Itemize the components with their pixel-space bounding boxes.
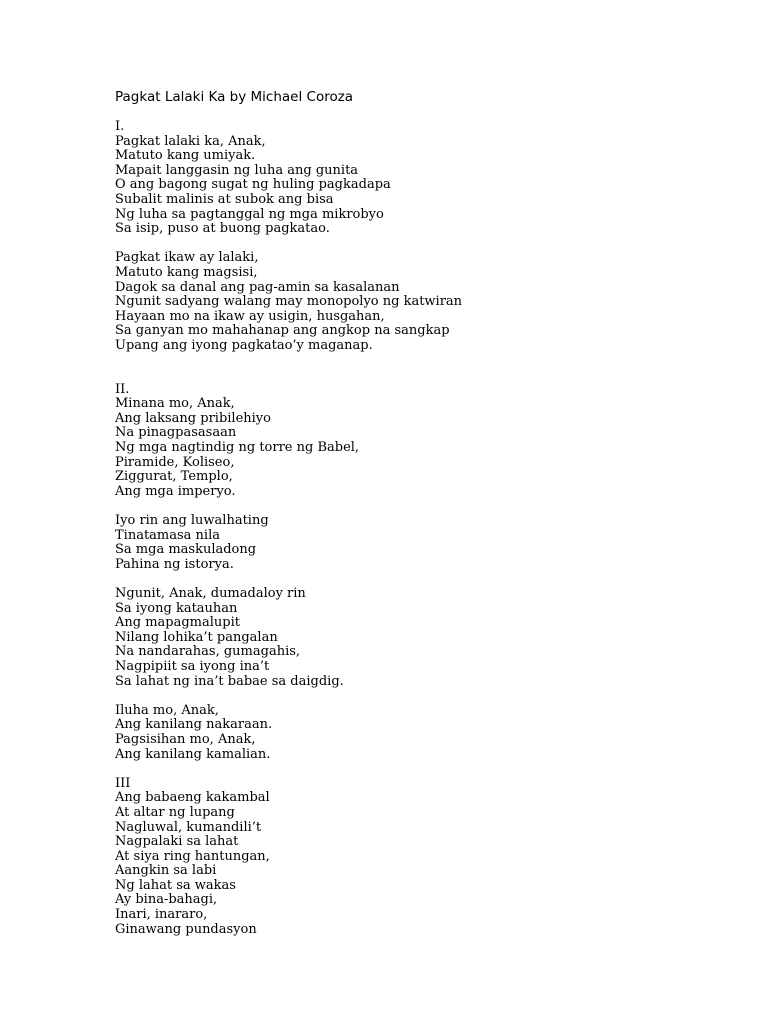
poem-line: Upang ang iyong pagkatao’y maganap. <box>115 337 373 353</box>
poem-line: Ang laksang pribilehiyo <box>115 410 271 426</box>
stanza-gap <box>115 237 675 252</box>
poem-line: Subalit malinis at subok ang bisa <box>115 191 334 207</box>
poem-line: Na nandarahas, gumagahis, <box>115 644 301 660</box>
stanza <box>115 383 675 500</box>
poem-line: Nilang lohika’t pangalan <box>115 629 278 645</box>
poem-line: Inari, inararo, <box>115 907 208 923</box>
poem-body <box>115 120 675 937</box>
poem-line: Mapait langgasin ng luha ang gunita <box>115 162 359 178</box>
stanza-gap <box>115 354 675 383</box>
poem-title: Pagkat Lalaki Ka by Michael Coroza <box>115 89 354 105</box>
poem-line: Ang kanilang nakaraan. <box>115 717 273 733</box>
poem-line: Nagpipiit sa iyong ina’t <box>115 658 270 674</box>
poem-line: Ang mapagmalupit <box>115 615 240 631</box>
poem-line: Na pinagpasasaan <box>115 425 237 441</box>
poem-line: III <box>115 775 131 791</box>
poem-line: At siya ring hantungan, <box>115 848 270 864</box>
poem-line: Sa lahat ng ina’t babae sa daigdig. <box>115 673 344 689</box>
poem-line: Ng mga nagtindig ng torre ng Babel, <box>115 440 360 456</box>
stanza-gap <box>115 762 675 777</box>
stanza-gap <box>115 572 675 587</box>
poem-line: Hayaan mo na ikaw ay usigin, husgahan, <box>115 308 385 324</box>
poem-line: Iyo rin ang luwalhating <box>115 513 269 529</box>
stanza-gap <box>115 689 675 704</box>
poem-line: Ziggurat, Templo, <box>115 469 233 485</box>
poem-line: Minana mo, Anak, <box>115 396 235 412</box>
poem-line: Ang babaeng kakambal <box>115 790 270 806</box>
poem-line: Dagok sa danal ang pag-amin sa kasalanan <box>115 279 400 295</box>
poem-line: Sa ganyan mo mahahanap ang angkop na sangkap <box>115 323 450 339</box>
stanza <box>115 514 675 572</box>
poem-line: Ngunit sadyang walang may monopolyo ng katwiran <box>115 294 463 310</box>
poem-line: Aangkin sa labi <box>115 863 217 879</box>
stanza <box>115 777 675 938</box>
poem-line: Matuto kang magsisi, <box>115 264 258 280</box>
stanza-gap <box>115 499 675 514</box>
stanza <box>115 587 675 689</box>
poem-line: Nagluwal, kumandili’t <box>115 819 262 835</box>
stanza <box>115 251 675 353</box>
poem-line: Sa isip, puso at buong pagkatao. <box>115 221 330 237</box>
stanza <box>115 120 675 237</box>
poem-line: Iluha mo, Anak, <box>115 702 219 718</box>
poem-line: Pagkat ikaw ay lalaki, <box>115 250 259 266</box>
poem-line: Ay bina-bahagi, <box>115 892 218 908</box>
poem-line: Pagsisihan mo, Anak, <box>115 731 256 747</box>
poem-line: I. <box>115 119 125 134</box>
poem-line: Piramide, Koliseo, <box>115 454 235 470</box>
poem-line: Ginawang pundasyon <box>115 921 257 937</box>
poem-line: Ngunit, Anak, dumadaloy rin <box>115 586 306 601</box>
poem-line: Pahina ng istorya. <box>115 556 234 572</box>
poem-line: II. <box>115 381 130 397</box>
poem-line: Pagkat lalaki ka, Anak, <box>115 133 266 149</box>
poem-line: Sa iyong katauhan <box>115 600 238 616</box>
poem-line: Ang mga imperyo. <box>115 483 236 499</box>
poem-line: Ang kanilang kamalian. <box>115 746 271 762</box>
poem-line: Ng luha sa pagtanggal ng mga mikrobyo <box>115 206 384 222</box>
poem-line: At altar ng lupang <box>115 804 235 820</box>
poem-line: O ang bagong sugat ng huling pagkadapa <box>115 177 391 193</box>
poem-line: Matuto kang umiyak. <box>115 148 256 164</box>
poem-line: Tinatamasa nila <box>115 527 220 543</box>
stanza <box>115 704 675 762</box>
poem-line: Sa mga maskuladong <box>115 542 257 558</box>
poem-line: Nagpalaki sa lahat <box>115 834 239 850</box>
poem-line: Ng lahat sa wakas <box>115 877 236 893</box>
document-page <box>115 88 675 937</box>
